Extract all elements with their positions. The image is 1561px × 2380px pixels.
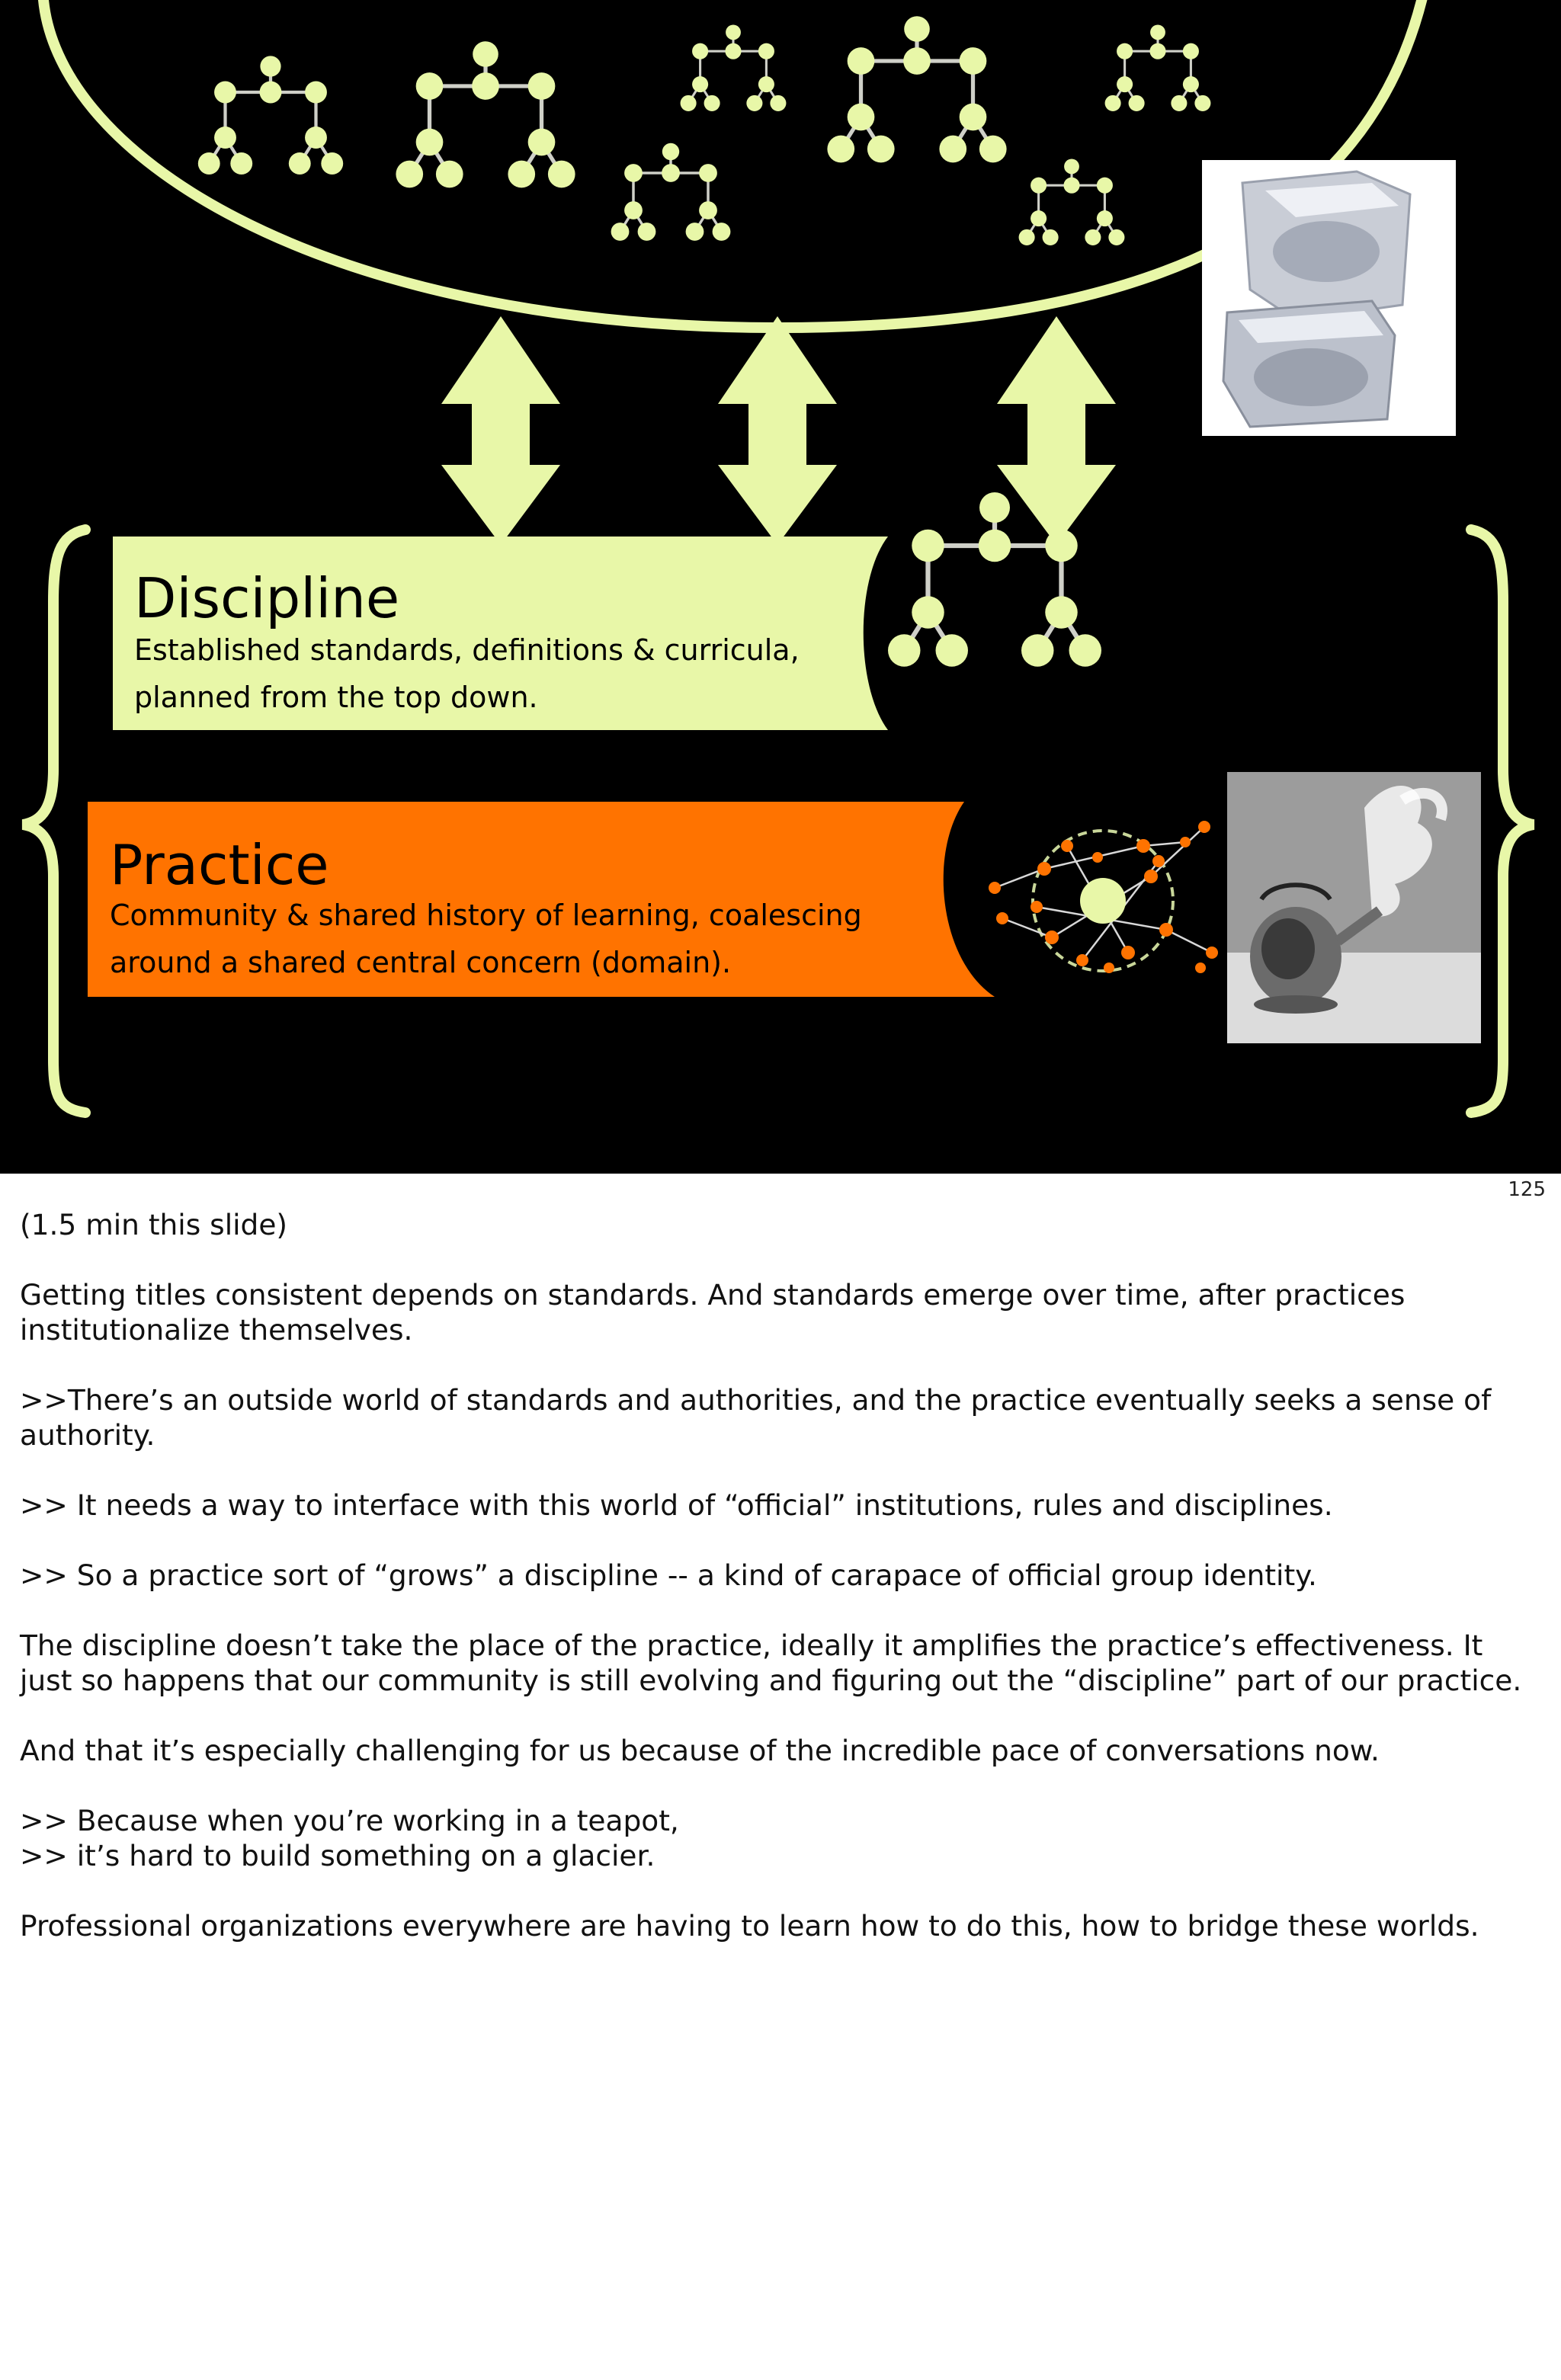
page-number: 125 [1508, 1178, 1546, 1201]
practice-description-line-1: Community & shared history of learning, coalescing [110, 899, 862, 932]
notes-paragraph: >> It needs a way to interface with this world of “official” institutions, rules and disciplines. [20, 1488, 1333, 1522]
notes-paragraph: >>There’s an outside world of standards and authorities, and the practice eventually seeks a sense of authority. [20, 1383, 1492, 1452]
practice-description-line-2: around a shared central concern (domain). [110, 946, 732, 979]
notes-paragraph: And that it’s especially challenging for us because of the incredible pace of conversations now. [20, 1734, 1380, 1767]
discipline-title: Discipline [134, 566, 400, 630]
discipline-description-line-1: Established standards, definitions & curricula, [134, 633, 800, 667]
notes-paragraph: Professional organizations everywhere are having to learn how to do this, how to bridge these worlds. [20, 1909, 1479, 1943]
notes-paragraph: The discipline doesn’t take the place of the practice, ideally it amplifies the practice’s effectiveness. It just so happens that our community is still evolving and figuring out the “discipline” part of our practice. [20, 1629, 1522, 1697]
notes-paragraph: >> Because when you’re working in a teapot, >> it’s hard to build something on a glacier. [20, 1804, 679, 1872]
discipline-description-line-2: planned from the top down. [134, 681, 538, 714]
practice-title: Practice [110, 833, 329, 897]
glacier-ice-photo [1202, 160, 1456, 436]
notes-paragraph: (1.5 min this slide) [20, 1208, 288, 1241]
teapot-steam-photo [1227, 772, 1481, 1043]
notes-paragraph: Getting titles consistent depends on standards. And standards emerge over time, after practices institutionalize themselves. [20, 1278, 1406, 1347]
presentation-slide [0, 0, 1561, 1174]
speaker-notes [20, 1207, 1541, 1943]
notes-paragraph: >> So a practice sort of “grows” a discipline -- a kind of carapace of official group identity. [20, 1558, 1317, 1592]
